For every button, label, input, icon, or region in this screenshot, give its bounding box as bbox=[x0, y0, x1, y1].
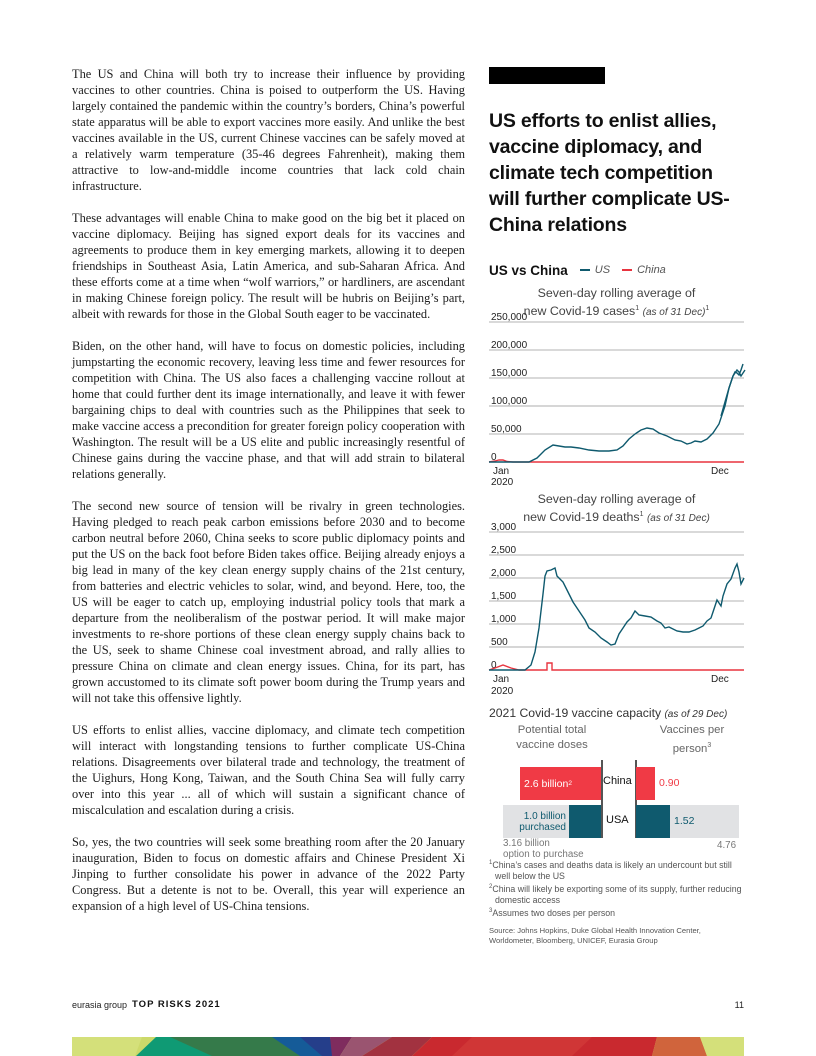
deaths-y-tick: 2,000 bbox=[491, 568, 517, 580]
deaths-x-tick-end: Dec bbox=[711, 674, 729, 686]
legend-title: US vs China bbox=[489, 262, 568, 278]
sidebar bbox=[489, 67, 744, 946]
usa-doses-bar bbox=[569, 805, 601, 838]
legend-item-us bbox=[580, 264, 610, 276]
deaths-line-chart bbox=[489, 522, 744, 698]
per-person-header-sup: 3 bbox=[707, 742, 712, 750]
doses-header bbox=[507, 723, 597, 753]
china-doses-value: 2.6 billion bbox=[524, 777, 569, 790]
cases-y-tick: 100,000 bbox=[491, 396, 528, 408]
cases-y-tick: 250,000 bbox=[491, 312, 528, 324]
usa-per-person-value: 1.52 bbox=[674, 815, 695, 828]
footnote-num: 2 bbox=[489, 884, 493, 891]
cases-x-tick-start: Jan bbox=[493, 466, 510, 478]
usa-option-line2: option to purchase bbox=[503, 849, 584, 861]
cases-us-line bbox=[489, 370, 745, 462]
deaths-title-note: (as of 31 Dec) bbox=[646, 513, 710, 525]
cases-title-note-sup: 1 bbox=[705, 305, 710, 312]
footnote-1 bbox=[489, 858, 744, 882]
cases-y-tick: 200,000 bbox=[491, 340, 528, 352]
cases-y-tick: 0 bbox=[491, 452, 497, 464]
deaths-y-tick: 500 bbox=[491, 637, 508, 649]
legend-label-china: China bbox=[637, 264, 666, 276]
cases-title-line2 bbox=[489, 301, 744, 320]
cases-gridlines bbox=[489, 322, 744, 434]
china-per-person-bar bbox=[636, 767, 655, 800]
body-paragraph-5: US efforts to enlist allies, vaccine diplomacy, and climate tech competition will interact with longstanding tensions to further complicate US-China relations. Disagreements over bilateral trade and technology, the treatment of the Uighurs, Hong Kong, Taiwan, and the South China Sea will fully carry over into this year ... all of which will sustain a significant chance of miscalculation and escalation during a crisis. bbox=[72, 723, 465, 817]
cases-title-text: new Covid-19 cases bbox=[523, 304, 636, 319]
footnote-2 bbox=[489, 882, 744, 906]
china-doses-sup: 2 bbox=[568, 780, 572, 788]
footer-title: TOP RISKS 2021 bbox=[132, 999, 221, 1010]
footnote-num: 1 bbox=[489, 860, 493, 867]
usa-purchased-label bbox=[503, 805, 569, 838]
page-number: 11 bbox=[734, 999, 744, 1010]
china-label: China bbox=[603, 775, 632, 788]
article-body bbox=[72, 66, 465, 930]
body-paragraph-1: The US and China will both try to increase their influence by providing vaccines to other countries. China is poised to outperform the US. Having largely contained the pandemic within the country’s borders, China’s powerful state apparatus will be able to export vaccines more easily. And unlike the best vaccines available in the US, current Chinese vaccines can be safely moved at a relatively warm temperature (35-46 degrees Fahrenheit), making them attractive to low-and-middle income countries that lack cold chain infrastructure. bbox=[72, 67, 465, 193]
body-paragraph-3: Biden, on the other hand, will have to focus on domestic policies, including jumpstarting the economic recovery, leaving less time and fewer resources for competition with China. The US also faces a challenging vaccine rollout at home that could further dent its image internationally, and leave it with fewer bargaining chips to deal with countries such as the Philippines that seek to make vaccine access a precondition for greater foreign policy cooperation with Washington. The result will be a US elite and public increasingly resentful of Chinese gains during the vaccine phase, and that will add strain to bilateral relations generally. bbox=[72, 339, 465, 481]
deaths-x-ticks bbox=[491, 674, 729, 697]
cases-title-line1: Seven-day rolling average of bbox=[537, 286, 696, 300]
us-swatch-icon bbox=[580, 269, 590, 271]
cases-x-ticks bbox=[491, 466, 729, 488]
usa-per-person-bar bbox=[636, 805, 670, 838]
source-note: Source: Johns Hopkins, Duke Global Health Innovation Center, Worldometer, Bloomberg, UNICEF, Eurasia Group bbox=[489, 926, 701, 946]
vaccine-bars bbox=[489, 720, 744, 861]
page-footer bbox=[72, 999, 744, 1010]
deaths-y-tick: 1,500 bbox=[491, 591, 517, 603]
usa-option-line1: 3.16 billion bbox=[503, 838, 550, 850]
decorative-color-band bbox=[72, 1037, 744, 1056]
cases-x-tick-end: Dec bbox=[711, 466, 729, 478]
cases-x-tick-year: 2020 bbox=[491, 477, 514, 489]
deaths-y-tick: 3,000 bbox=[491, 522, 517, 534]
deaths-chart-title bbox=[489, 492, 744, 526]
deaths-title-line2 bbox=[489, 507, 744, 526]
body-paragraph-6: So, yes, the two countries will seek some breathing room after the 20 January inauguration, Biden to focus on domestic affairs and Chinese President Xi Jinping to further consolidate his power in advance of the 2022 Party Congress. But a detente is not to be. Overall, this year will experience an expansion of a high level of US-China tensions. bbox=[72, 835, 465, 913]
deaths-title-sup: 1 bbox=[639, 511, 644, 519]
usa-label: USA bbox=[606, 814, 629, 827]
cases-chart bbox=[489, 286, 744, 489]
cases-y-ticks bbox=[491, 312, 528, 463]
doses-header-line1: Potential total bbox=[517, 724, 587, 737]
vaccine-capacity-chart bbox=[489, 706, 744, 861]
doses-axis bbox=[601, 760, 603, 838]
footnote-text: China’s cases and deaths data is likely an undercount but still well below the US bbox=[492, 860, 732, 882]
footer-brand: eurasia group bbox=[72, 999, 128, 1010]
deaths-y-ticks bbox=[491, 522, 516, 671]
usa-doses-line1: 1.0 billion bbox=[523, 810, 566, 822]
per-person-header bbox=[647, 723, 737, 757]
cases-title-note: (as of 31 Dec) bbox=[642, 307, 706, 319]
china-swatch-icon bbox=[622, 269, 632, 271]
deaths-x-tick-year: 2020 bbox=[491, 686, 514, 698]
vaccine-title bbox=[489, 706, 744, 720]
body-paragraph-2: These advantages will enable China to make good on the big bet it placed on vaccine diplomacy. Beijing has signed export deals for its vaccines and agreements to produce them in key emerging markets, allowing it to deepen friendships in Southeast Asia, Latin America, and sub-Saharan Africa. And these efforts come at a time when “wolf warriors,” or hardliners, are ascendant in making Chinese foreign policy. The result will be hubris on Beijing’s part, albeit with rewards for those in the Global South eager to be vaccinated. bbox=[72, 211, 465, 321]
redaction-bar bbox=[489, 67, 605, 84]
vaccine-title-text: 2021 Covid-19 vaccine capacity bbox=[489, 706, 662, 721]
usa-doses-line2: purchased bbox=[519, 821, 566, 833]
chart-legend bbox=[489, 260, 744, 280]
footnote-text: China will likely be exporting some of its supply, further reducing domestic access bbox=[492, 884, 742, 906]
deaths-y-tick: 1,000 bbox=[491, 614, 517, 626]
cases-title-sup: 1 bbox=[635, 305, 640, 312]
footnote-num: 3 bbox=[489, 908, 493, 915]
deaths-us-line bbox=[489, 564, 744, 670]
cases-chart-title bbox=[489, 286, 744, 320]
footnote-text: Assumes two doses per person bbox=[492, 908, 616, 919]
per-person-header-line2 bbox=[647, 738, 737, 757]
deaths-y-tick: 0 bbox=[491, 660, 497, 672]
china-per-person-value: 0.90 bbox=[659, 777, 680, 790]
deaths-title-text: new Covid-19 deaths bbox=[523, 510, 640, 525]
usa-option-label bbox=[503, 838, 584, 860]
cases-line-chart bbox=[489, 312, 744, 489]
cases-y-tick: 50,000 bbox=[491, 424, 522, 436]
footnotes bbox=[489, 858, 744, 919]
deaths-title-line1: Seven-day rolling average of bbox=[537, 492, 696, 507]
footnote-3 bbox=[489, 906, 744, 919]
deaths-x-tick-start: Jan bbox=[493, 674, 510, 686]
vaccine-title-note: (as of 29 Dec) bbox=[664, 709, 728, 721]
china-doses-bar bbox=[520, 767, 601, 800]
per-person-header-text: person bbox=[672, 743, 708, 756]
body-paragraph-4: The second new source of tension will be rivalry in green technologies. Having pledged to reach peak carbon emissions before 2030 and to become carbon neutral before 2060, China seeks to score public diplomacy points and put the US on the back foot before Biden takes office. Beijing already enjoys a big lead in many of the key clean energy supply chains of the 21st century, from batteries and electric vehicles to solar, wind, and beyond. Here, too, the US will be eager to catch up, employing industrial policy tools that mark a departure from the neoliberalism of the postwar period. It will make major investments to re-shore portions of these clean energy supply chains back to the US, seek to shame Chinese coal investment abroad, and rally allies to pressure China on climate and clean energy issues. China, for its part, has grown accustomed to its climate soft power boom during the Trump years and will not take this offensive lightly. bbox=[72, 499, 465, 705]
legend-label-us: US bbox=[594, 264, 611, 276]
sidebar-headline: US efforts to enlist allies, vaccine diplomacy, and climate tech competition will further complicate US-China relations bbox=[489, 110, 730, 236]
cases-y-tick: 150,000 bbox=[491, 368, 528, 380]
deaths-gridlines bbox=[489, 532, 744, 647]
legend-item-china bbox=[622, 264, 666, 276]
usa-per-person-max: 4.76 bbox=[717, 840, 737, 852]
deaths-chart bbox=[489, 492, 744, 698]
per-person-header-line1: Vaccines per bbox=[659, 724, 725, 737]
doses-header-line2: vaccine doses bbox=[516, 739, 588, 752]
deaths-y-tick: 2,500 bbox=[491, 545, 517, 557]
